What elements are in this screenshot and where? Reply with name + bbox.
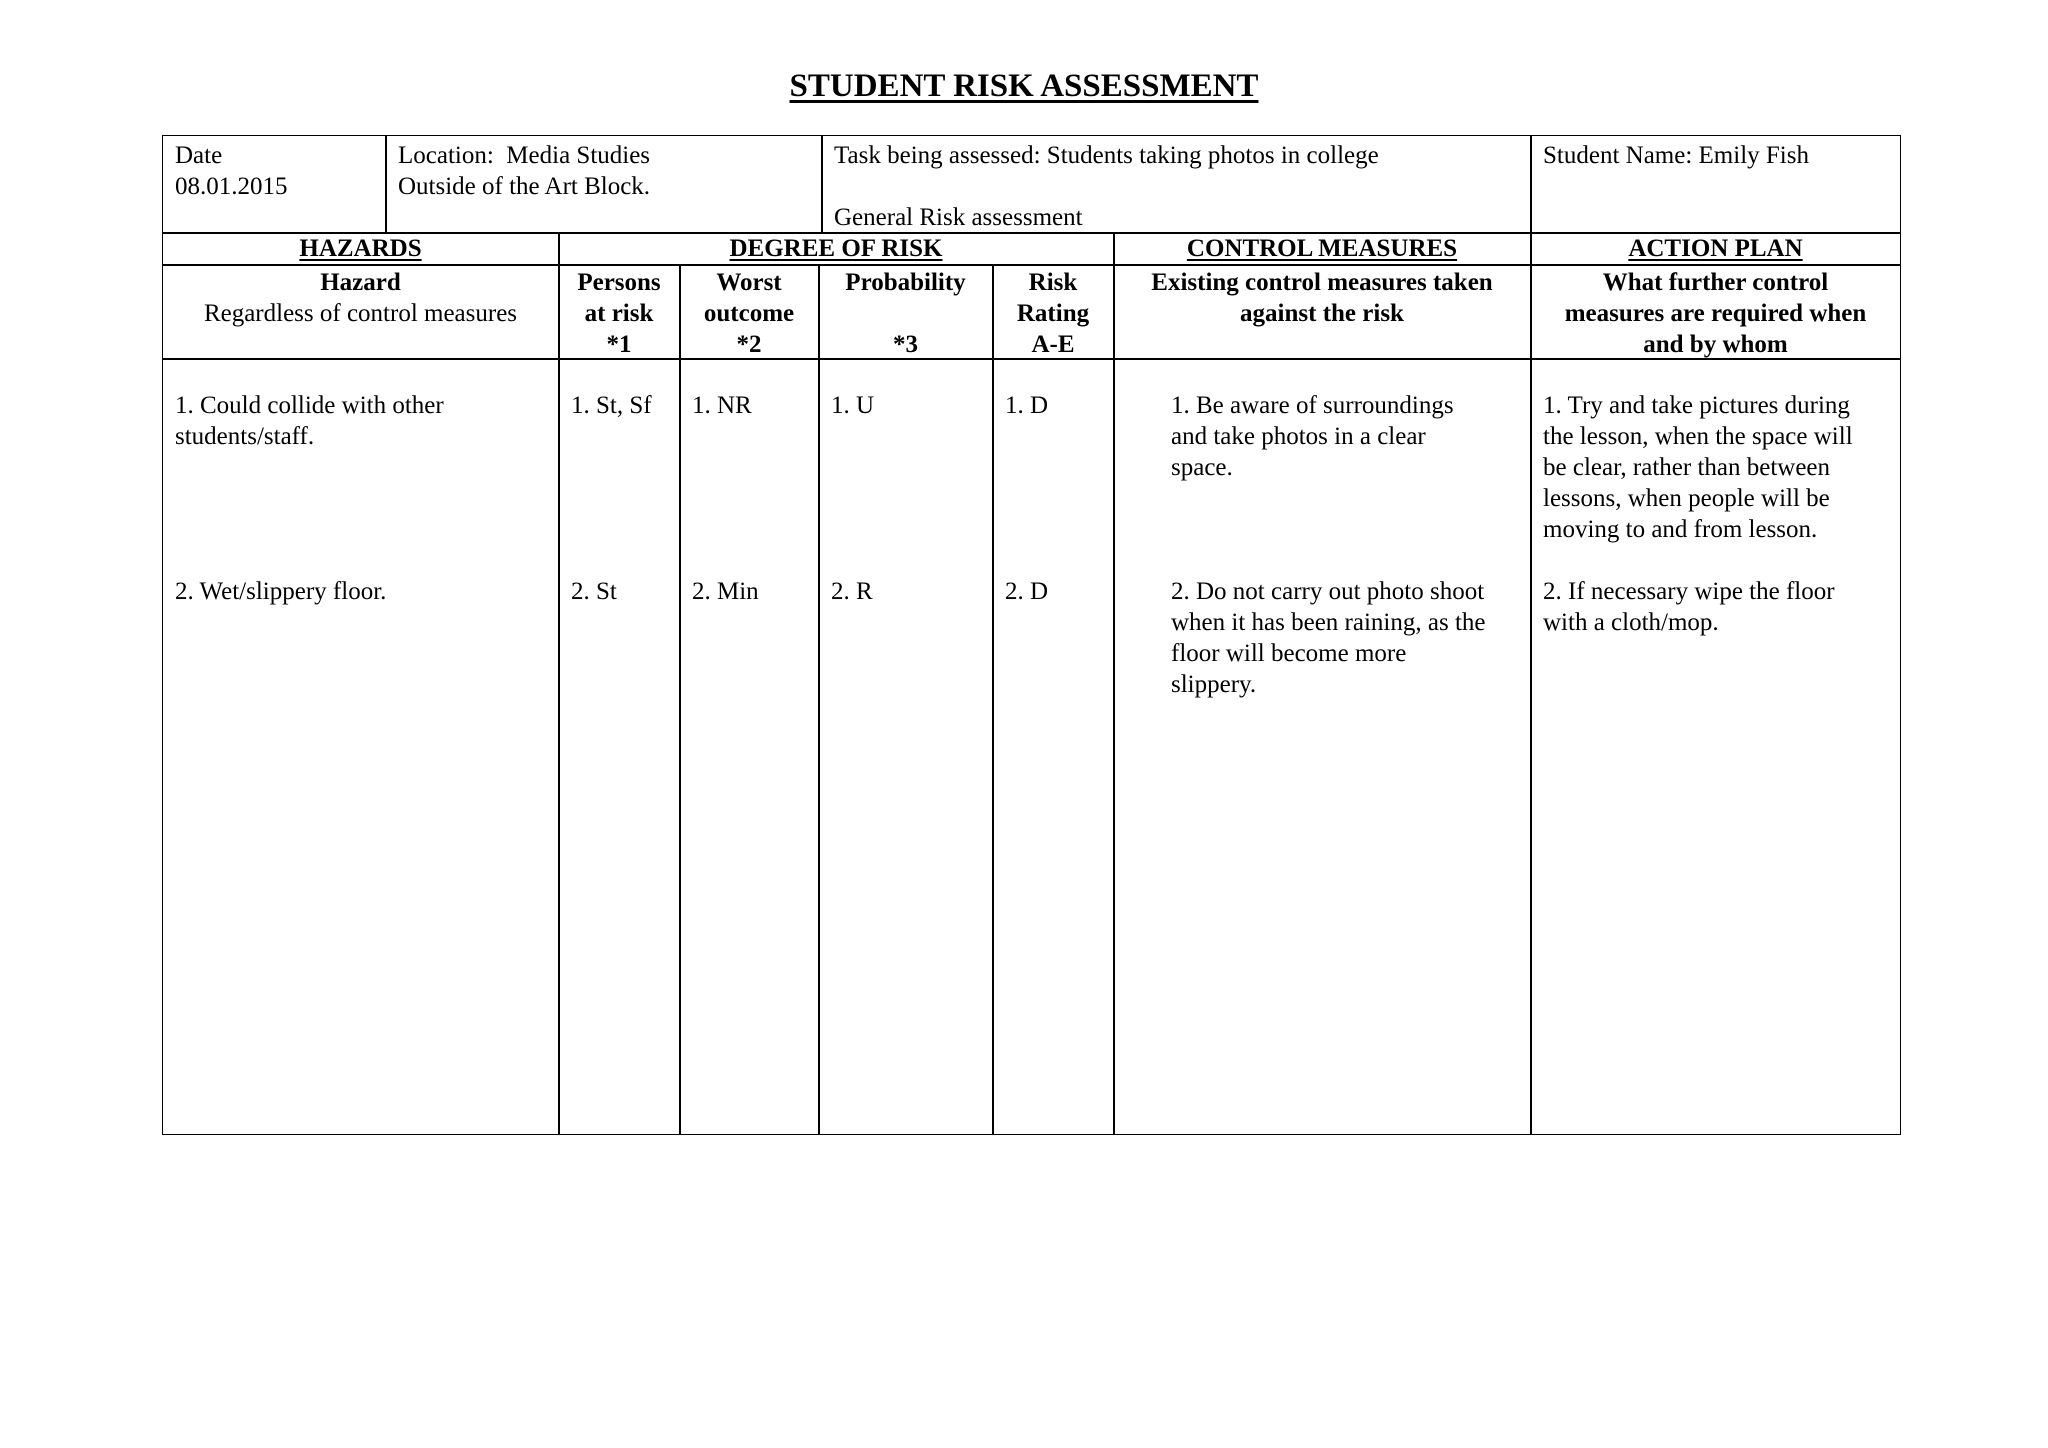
probability-header-line: Probability (845, 269, 966, 296)
section-hazards: HAZARDS (299, 235, 422, 262)
column-header-further-controls (1531, 265, 1900, 358)
column-header-existing-controls (1114, 265, 1530, 358)
row-1-action (1531, 390, 1900, 545)
worst-header-line: *2 (736, 331, 762, 358)
row-2-persons: 2. St (571, 578, 617, 605)
location-label: Location: Media Studies (398, 142, 651, 169)
persons-header-line: at risk (584, 300, 654, 327)
divider (558, 232, 560, 1134)
row-1-probability: 1. U (831, 392, 875, 419)
row-2-action (1531, 576, 1900, 638)
control-line: 2. Do not carry out photo shoot (1171, 578, 1485, 605)
date-label: Date (175, 142, 223, 169)
risk-assessment-table (162, 135, 1901, 1135)
action-line: moving to and from lesson. (1543, 516, 1818, 543)
column-header-hazard (163, 265, 558, 358)
action-header-line: measures are required when (1564, 300, 1867, 327)
row-1-persons: 1. St, Sf (571, 392, 652, 419)
date-cell (163, 136, 385, 232)
hazard-line: students/staff. (175, 423, 315, 450)
row-2-probability: 2. R (831, 578, 873, 605)
row-2-rating: 2. D (1005, 578, 1049, 605)
section-control-measures: CONTROL MEASURES (1186, 235, 1458, 262)
control-line: and take photos in a clear (1171, 423, 1426, 450)
row-1-hazard (163, 390, 558, 452)
task-cell (822, 136, 1530, 232)
divider (1113, 232, 1115, 1134)
control-line: floor will become more (1171, 640, 1407, 667)
hazard-title: Hazard (320, 269, 401, 296)
row-2-outcome: 2. Min (692, 578, 759, 605)
action-header-line: and by whom (1643, 331, 1788, 358)
worst-header-line: Worst (716, 269, 782, 296)
control-line: slippery. (1171, 671, 1257, 698)
action-line: 1. Try and take pictures during (1543, 392, 1850, 419)
row-2-control (1171, 576, 1530, 700)
section-degree-of-risk: DEGREE OF RISK (729, 235, 943, 262)
section-action-plan: ACTION PLAN (1628, 235, 1803, 262)
row-1-rating: 1. D (1005, 392, 1049, 419)
row-1-control (1171, 390, 1530, 483)
row-1-outcome: 1. NR (692, 392, 752, 419)
control-header-line: against the risk (1240, 300, 1404, 327)
column-header-worst-outcome (680, 265, 818, 358)
task-label: Task being assessed: Students taking photos in college (834, 142, 1379, 169)
hazard-subtitle: Regardless of control measures (203, 300, 518, 327)
column-header-risk-rating (993, 265, 1113, 358)
column-header-probability (819, 265, 992, 358)
location-detail: Outside of the Art Block. (398, 173, 651, 200)
control-line: when it has been raining, as the (1171, 609, 1486, 636)
action-line: 2. If necessary wipe the floor (1543, 578, 1835, 605)
control-header-line: Existing control measures taken (1151, 269, 1493, 296)
page-title: STUDENT RISK ASSESSMENT (789, 68, 1259, 104)
task-detail: General Risk assessment (834, 204, 1083, 231)
date-value: 08.01.2015 (175, 173, 288, 200)
hazard-line: 1. Could collide with other (175, 392, 444, 419)
student-name-cell (1531, 136, 1900, 232)
action-line: the lesson, when the space will (1543, 423, 1853, 450)
persons-header-line: Persons (577, 269, 661, 296)
probability-header-line: *3 (893, 331, 918, 358)
control-line: 1. Be aware of surroundings (1171, 392, 1454, 419)
row-2-hazard (163, 576, 558, 607)
rating-header-line: Rating (1016, 300, 1090, 327)
hazard-line: 2. Wet/slippery floor. (175, 578, 387, 605)
location-cell (386, 136, 821, 232)
student-name: Student Name: Emily Fish (1543, 142, 1809, 169)
action-header-line: What further control (1602, 269, 1829, 296)
rating-header-line: Risk (1028, 269, 1078, 296)
rating-header-line: A-E (1031, 331, 1075, 358)
control-line: space. (1171, 454, 1233, 481)
action-line: be clear, rather than between (1543, 454, 1831, 481)
worst-header-line: outcome (703, 300, 795, 327)
persons-header-line: *1 (606, 331, 632, 358)
action-line: lessons, when people will be (1543, 485, 1830, 512)
column-header-persons-at-risk (559, 265, 679, 358)
action-line: with a cloth/mop. (1543, 609, 1719, 636)
